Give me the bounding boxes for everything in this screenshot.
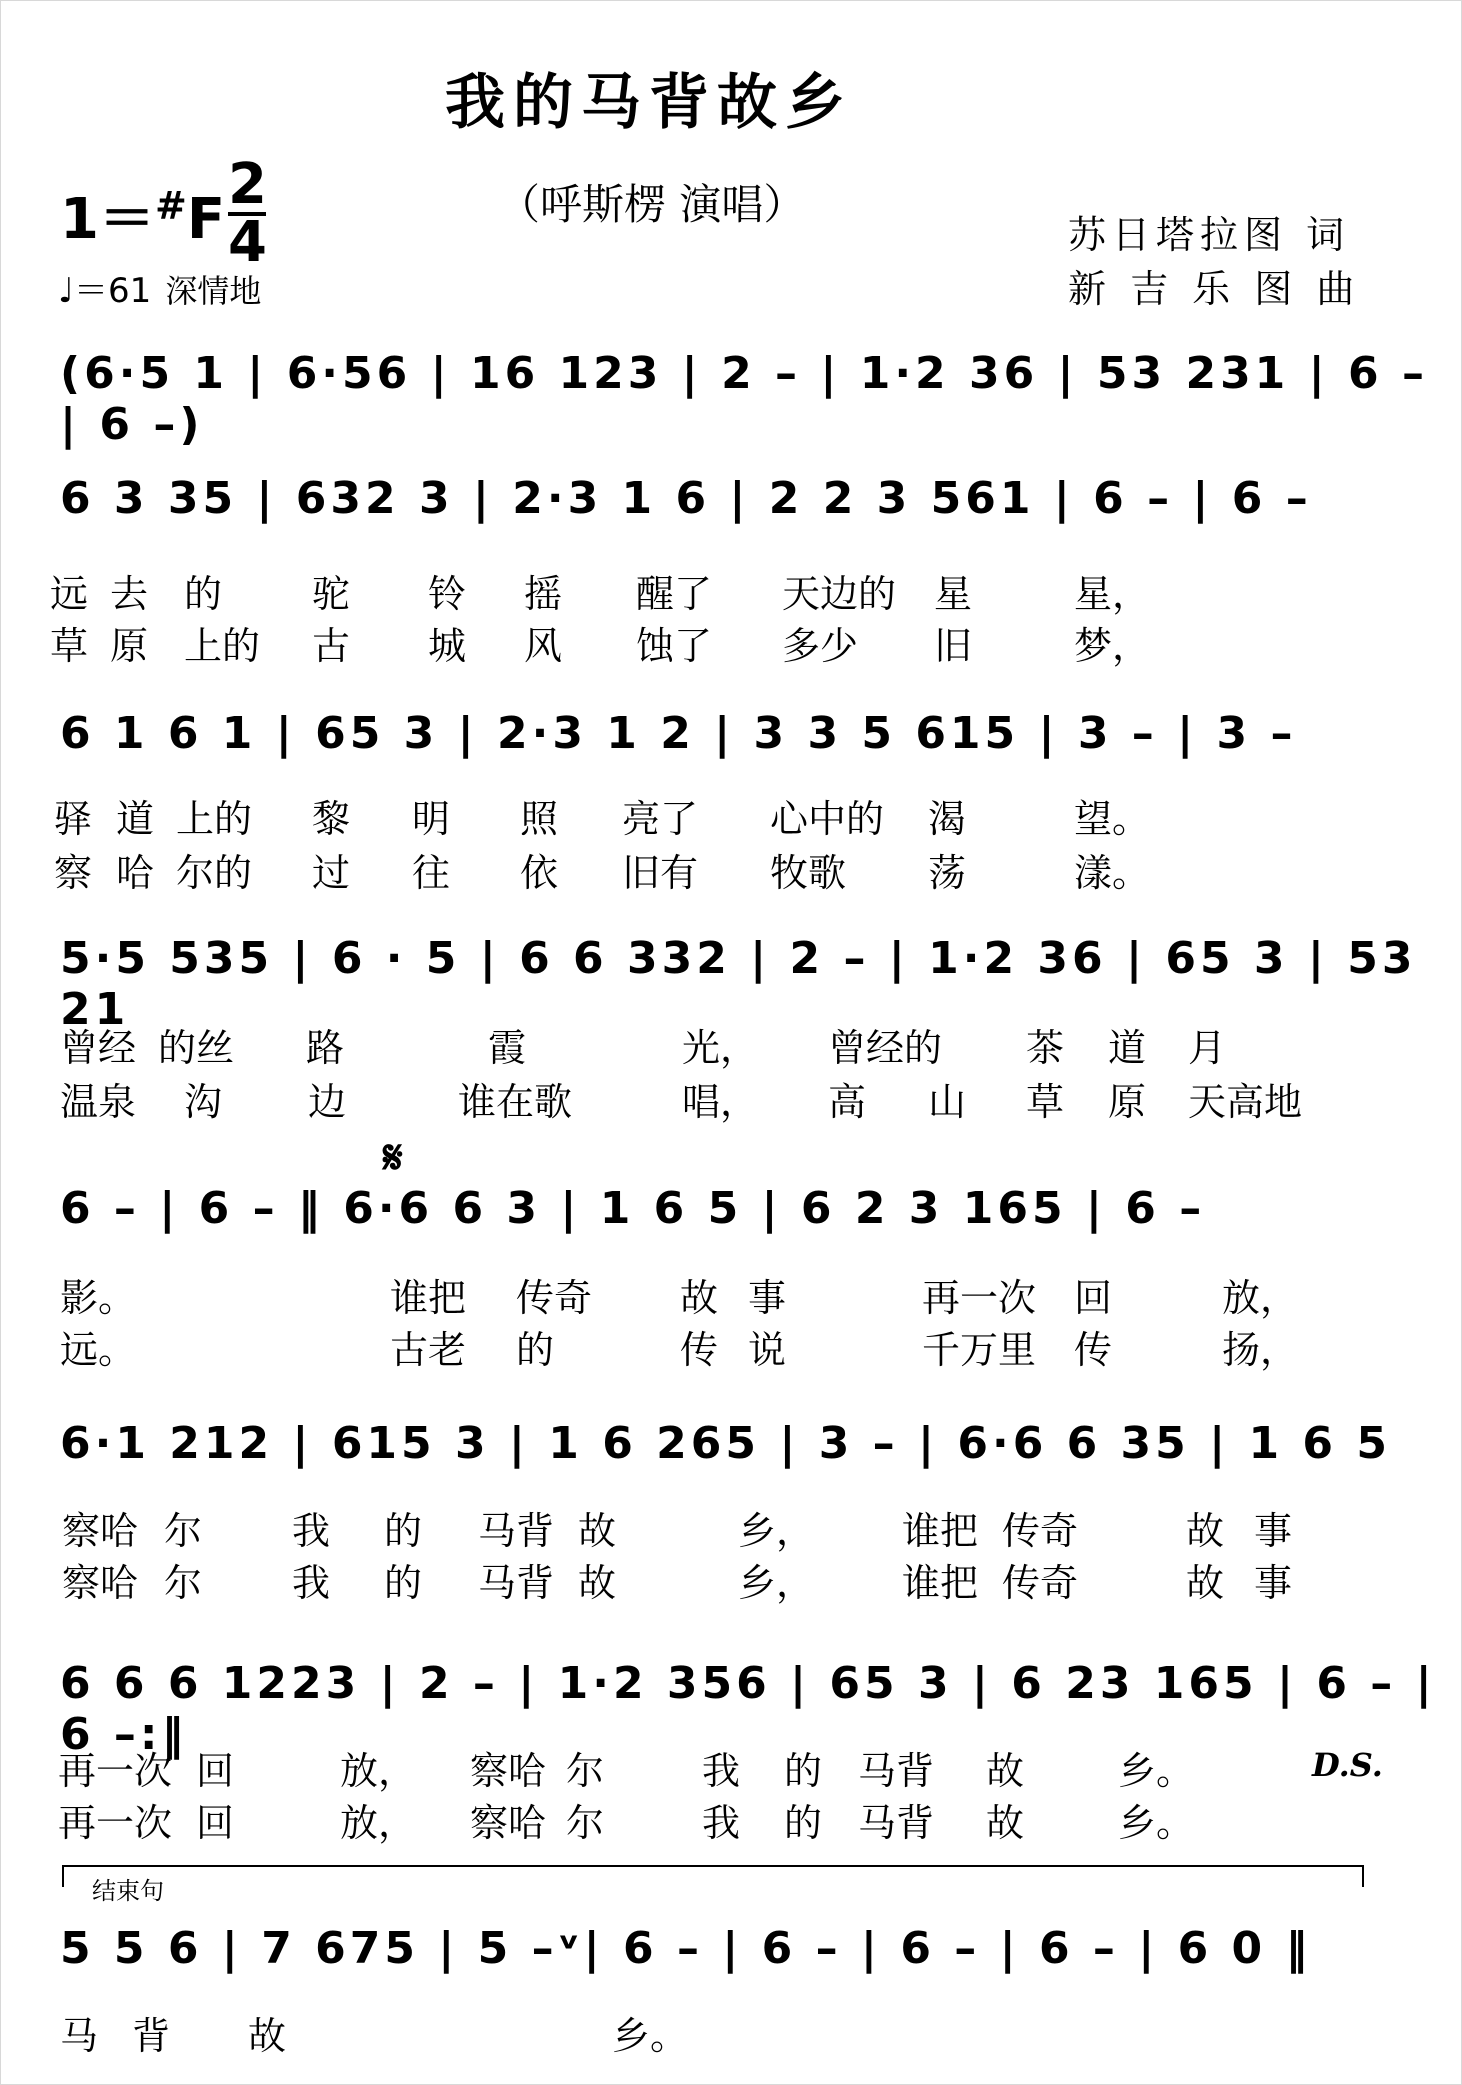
score-line-8	[0, 1915, 1462, 2065]
lyric: 乡。	[612, 2014, 689, 2058]
score-line-5	[0, 1175, 1462, 1375]
lyric: 故	[578, 1509, 617, 1553]
score-line-6	[0, 1410, 1462, 1610]
lyric: 事	[748, 1276, 787, 1320]
tempo-marking	[58, 263, 261, 312]
lyric: 察哈	[470, 1749, 547, 1793]
lyric: 曾经的	[828, 1026, 943, 1070]
score-line-1	[0, 340, 1462, 450]
lyric: 故	[578, 1561, 617, 1605]
score-line-3	[0, 700, 1462, 900]
lyric: 察哈	[62, 1509, 139, 1553]
notation: 6 3 35 | 632 3 | 2·3 1 6 | 2 2 3 561 | 6 – | 6 –	[60, 473, 1312, 524]
lyric: 放，	[340, 1749, 417, 1793]
lyric: 照	[520, 797, 559, 841]
lyric: 故	[986, 1749, 1025, 1793]
lyric: 的	[384, 1509, 423, 1553]
lyric: 传奇	[516, 1276, 593, 1320]
lyric: 故	[248, 2014, 287, 2058]
lyric: 背	[132, 2014, 171, 2058]
lyric: 传奇	[1002, 1561, 1079, 1605]
lyric: 放，	[340, 1801, 417, 1845]
lyric: 尔	[566, 1749, 605, 1793]
lyric: 明	[412, 797, 451, 841]
lyric: 察哈	[470, 1801, 547, 1845]
dal-segno-mark: D.S.	[1312, 1746, 1383, 1784]
lyric: 说	[748, 1328, 787, 1372]
lyric: 牧歌	[770, 851, 847, 895]
lyric: 城	[428, 624, 467, 668]
lyric: 乡，	[738, 1561, 815, 1605]
performer-note: （呼斯楞 演唱）	[498, 180, 806, 229]
lyric: 摇	[524, 572, 563, 616]
lyric: 道	[116, 797, 155, 841]
lyric: 山	[928, 1080, 967, 1124]
lyric: 谁把	[390, 1276, 467, 1320]
lyric: 我	[702, 1749, 741, 1793]
lyric: 温泉	[60, 1080, 137, 1124]
lyric: 草	[1026, 1080, 1065, 1124]
lyric: 依	[520, 851, 559, 895]
lyric: 尔的	[176, 851, 253, 895]
lyric: 谁在歌	[458, 1080, 573, 1124]
segno-sign: 𝄋	[383, 1130, 403, 1184]
tempo-value: ♩＝61	[58, 271, 152, 311]
lyric: 尔	[566, 1801, 605, 1845]
lyric: 风	[524, 624, 563, 668]
lyric: 谁把	[902, 1561, 979, 1605]
lyric: 尔	[164, 1509, 203, 1553]
lyric: 驼	[312, 572, 351, 616]
lyric: 多少	[782, 624, 859, 668]
expression-mark: 深情地	[165, 272, 262, 310]
notation: 6 6 6 1223 | 2 – | 1·2 356 | 65 3 | 6 23 165 | 6 – | 6 –:‖	[60, 1658, 1436, 1760]
lyric: 茶	[1026, 1026, 1065, 1070]
time-signature-top: 2	[228, 152, 267, 217]
lyric: 远	[50, 572, 89, 616]
score-line-7	[0, 1650, 1462, 1850]
song-title: 我的马背故乡	[445, 68, 853, 138]
lyric: 我	[292, 1561, 331, 1605]
lyric: 的	[516, 1328, 555, 1372]
lyric: 扬，	[1222, 1328, 1299, 1372]
lyric: 铃	[428, 572, 467, 616]
time-signature-bottom: 4	[228, 210, 267, 275]
lyric: 去	[110, 572, 149, 616]
lyric: 星，	[1074, 572, 1151, 616]
coda-label: 结束句	[92, 1877, 164, 1905]
lyric: 再一次	[922, 1276, 1037, 1320]
coda-bracket-right	[1362, 1865, 1364, 1887]
lyricist-credit: 苏日塔拉图 词	[1068, 213, 1351, 257]
lyric: 沟	[184, 1080, 223, 1124]
lyric: 的	[784, 1801, 823, 1845]
lyric: 醒了	[636, 572, 713, 616]
lyric: 上的	[184, 624, 261, 668]
lyric: 事	[1254, 1509, 1293, 1553]
lyric: 梦，	[1074, 624, 1151, 668]
lyric: 再一次	[58, 1801, 173, 1845]
lyric: 旧有	[622, 851, 699, 895]
lyric: 马背	[478, 1561, 555, 1605]
lyric: 光，	[682, 1026, 759, 1070]
notation: (6·5 1 | 6·56 | 16 123 | 2 – | 1·2 36 | 53 231 | 6 – | 6 –)	[60, 348, 1428, 450]
lyric: 蚀了	[636, 624, 713, 668]
lyric: 唱，	[682, 1080, 759, 1124]
lyric: 马背	[858, 1749, 935, 1793]
lyric: 放，	[1222, 1276, 1299, 1320]
time-signature	[228, 152, 267, 275]
lyric: 我	[702, 1801, 741, 1845]
lyric: 古老	[390, 1328, 467, 1372]
lyric: 的丝	[158, 1026, 235, 1070]
lyric: 月	[1188, 1026, 1227, 1070]
lyric: 望。	[1074, 797, 1151, 841]
lyric: 乡。	[1118, 1749, 1195, 1793]
lyric: 远。	[60, 1328, 137, 1372]
notation: 5·5 535 | 6 · 5 | 6 6 332 | 2 – | 1·2 36 | 65 3 | 53 21	[60, 933, 1417, 1035]
lyric: 察	[54, 851, 93, 895]
lyric: 影。	[60, 1276, 137, 1320]
lyric: 天边的	[782, 572, 897, 616]
notation: 5 5 6 | 7 675 | 5 –ᵛ| 6 – | 6 – | 6 – | 6 – | 6 0 ‖	[60, 1923, 1312, 1974]
lyric: 过	[312, 851, 351, 895]
lyric: 亮了	[622, 797, 699, 841]
lyric: 渴	[928, 797, 967, 841]
lyric: 星	[934, 572, 973, 616]
coda-bracket	[62, 1865, 1362, 1867]
lyric: 往	[412, 851, 451, 895]
lyric: 传	[1074, 1328, 1113, 1372]
lyric: 霞	[488, 1026, 527, 1070]
lyric: 原	[1108, 1080, 1147, 1124]
lyric: 道	[1108, 1026, 1147, 1070]
lyric: 回	[196, 1749, 235, 1793]
lyric: 乡，	[738, 1509, 815, 1553]
lyric: 回	[196, 1801, 235, 1845]
lyric: 古	[312, 624, 351, 668]
composer-credit: 新 吉 乐 图 曲	[1068, 267, 1361, 311]
lyric: 荡	[928, 851, 967, 895]
lyric: 的	[184, 572, 223, 616]
lyric: 高	[828, 1080, 867, 1124]
lyric: 回	[1074, 1276, 1113, 1320]
lyric: 旧	[934, 624, 973, 668]
lyric: 乡。	[1118, 1801, 1195, 1845]
lyric: 曾经	[60, 1026, 137, 1070]
lyric: 马	[60, 2014, 99, 2058]
lyric: 心中的	[770, 797, 885, 841]
lyric: 漾。	[1074, 851, 1151, 895]
lyric: 故	[680, 1276, 719, 1320]
lyric: 哈	[116, 851, 155, 895]
lyric: 马背	[478, 1509, 555, 1553]
lyric: 的	[784, 1749, 823, 1793]
lyric: 黎	[312, 797, 351, 841]
lyric: 马背	[858, 1801, 935, 1845]
score-line-2	[0, 465, 1462, 668]
sharp-sign: #	[154, 183, 187, 228]
lyric: 谁把	[902, 1509, 979, 1553]
notation: 6·1 212 | 615 3 | 1 6 265 | 3 – | 6·6 6 35 | 1 6 5	[60, 1418, 1391, 1469]
lyric: 天高地	[1188, 1080, 1303, 1124]
lyric: 边	[308, 1080, 347, 1124]
lyric: 千万里	[922, 1328, 1037, 1372]
lyric: 上的	[176, 797, 253, 841]
lyric: 草	[50, 624, 89, 668]
key-note: F	[186, 187, 226, 252]
notation: 6 1 6 1 | 65 3 | 2·3 1 2 | 3 3 5 615 | 3 – | 3 –	[60, 708, 1297, 759]
lyric: 察哈	[62, 1561, 139, 1605]
lyric: 故	[1186, 1561, 1225, 1605]
score-line-4	[0, 925, 1462, 1125]
lyric: 原	[110, 624, 149, 668]
lyric: 驿	[54, 797, 93, 841]
lyric: 故	[1186, 1509, 1225, 1553]
lyric: 故	[986, 1801, 1025, 1845]
lyric: 再一次	[58, 1749, 173, 1793]
lyric: 我	[292, 1509, 331, 1553]
lyric: 事	[1254, 1561, 1293, 1605]
lyric: 传	[680, 1328, 719, 1372]
lyric: 的	[384, 1561, 423, 1605]
coda-bracket-left	[62, 1865, 64, 1887]
lyric: 路	[306, 1026, 345, 1070]
notation: 6 – | 6 – ‖ 6·6 6 3 | 1 6 5 | 6 2 3 165 | 6 –	[60, 1183, 1206, 1234]
lyric: 尔	[164, 1561, 203, 1605]
key-prefix: 1＝	[60, 187, 155, 252]
lyric: 传奇	[1002, 1509, 1079, 1553]
key-signature	[60, 175, 225, 255]
